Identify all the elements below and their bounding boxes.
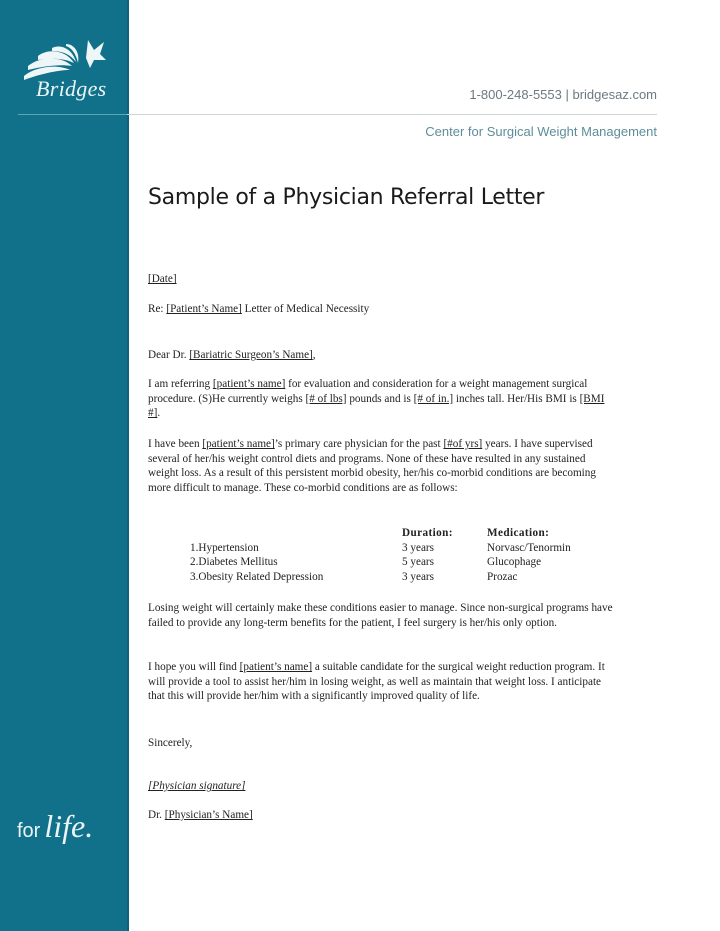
date-placeholder: [Date] (148, 273, 177, 285)
tagline-life: life. (44, 808, 94, 844)
brand-name: Bridges (36, 76, 107, 101)
patient-name-placeholder: [patient’s name] (212, 378, 286, 390)
signature-placeholder: [Physician signature] (148, 780, 246, 792)
table-row: 3.Obesity Related Depression 3 years Prozac (190, 570, 518, 583)
patient-name-placeholder: [patient’s name] (202, 438, 275, 450)
salutation: Dear Dr. [Bariatric Surgeon’s Name], (148, 349, 316, 361)
bmi-placeholder: [BMI #] (148, 392, 605, 420)
weight-placeholder: [# of lbs] (305, 392, 347, 405)
conditions-table (190, 526, 571, 584)
paragraph-referral: I am referring [patient’s name] for evaluation and consideration for a weight management surgical procedure. (S)He currently weighs [# of lbs] pounds and is [# of in.] inches tall. Her/His BMI is [BMI #]. (148, 378, 605, 420)
patient-name-placeholder: [patient’s name] (239, 661, 313, 673)
duration-header: Duration: (402, 527, 453, 539)
patient-name-placeholder: [Patient’s Name] (166, 303, 242, 315)
table-row: 2.Diabetes Mellitus 5 years Glucophage (190, 556, 542, 569)
paragraph-outlook: Losing weight will certainly make these conditions easier to manage. Since non-surgical programs have failed to provide any long-term benefits for the patient, I feel surgery is her/his only option. (148, 602, 613, 629)
paragraph-history: I have been [patient’s name]’s primary care physician for the past [#of yrs] years. I have supervised several of her/his weight control diets and programs. None of these have resulted in any sustained weight loss. As a result of this persistent morbid obesity, her/his co-morbid conditions are becoming more difficult to manage. These co-morbid conditions are as follows: (148, 438, 596, 494)
contact-info: 1-800-248-5553 | bridgesaz.com (469, 87, 657, 102)
paragraph-request: I hope you will find [patient’s name] a suitable candidate for the surgical weight reduction program. It will provide a tool to assist her/him in losing weight, as well as maintain that weight loss. I anticipate that this will provide her/him with a significantly improved quality of life. (148, 661, 605, 703)
tagline-for: for (17, 820, 41, 842)
table-row: 1.Hypertension 3 years Norvasc/Tenormin (190, 541, 571, 554)
sidebar-divider (18, 114, 127, 115)
closing: Sincerely, (148, 737, 193, 749)
header-divider (127, 114, 657, 115)
signer-line: Dr. [Physician’s Name] (148, 809, 253, 821)
brand-tagline (17, 808, 93, 845)
brand-sidebar (0, 0, 129, 931)
date-line (148, 272, 618, 287)
re-line: Re: [Patient’s Name] Letter of Medical Necessity (148, 303, 370, 315)
medication-header: Medication: (487, 527, 550, 539)
department-name: Center for Surgical Weight Management (425, 124, 657, 139)
surgeon-name-placeholder: [Bariatric Surgeon’s Name] (189, 349, 313, 361)
years-placeholder: [#of yrs] (443, 438, 483, 450)
physician-name-placeholder: [Physician’s Name] (164, 809, 253, 821)
table-header-row (190, 526, 571, 541)
signature-line (148, 779, 618, 794)
page-title: Sample of a Physician Referral Letter (148, 185, 545, 210)
height-placeholder: [# of in.] (413, 392, 454, 405)
